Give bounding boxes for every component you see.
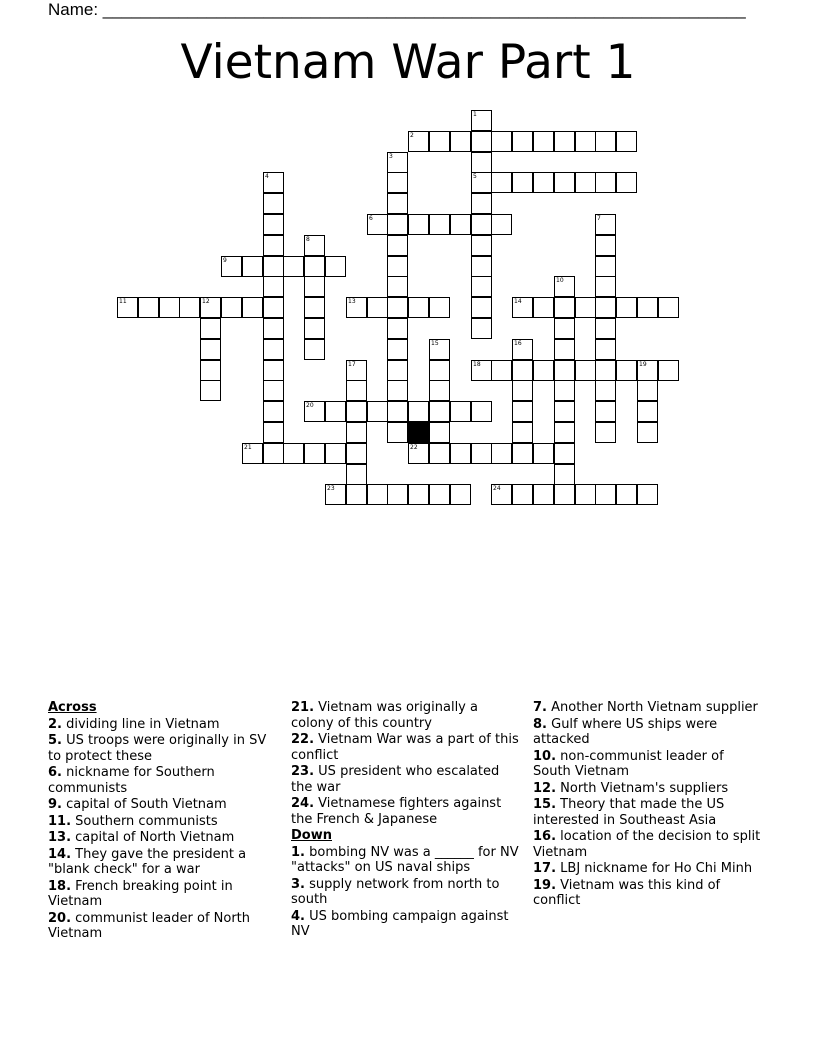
clue-number-label: 23 — [327, 485, 335, 492]
grid-cell[interactable] — [471, 297, 492, 318]
grid-cell[interactable] — [304, 276, 325, 297]
grid-cell[interactable] — [325, 401, 346, 422]
grid-cell[interactable] — [554, 276, 575, 297]
grid-cell[interactable] — [595, 380, 616, 401]
grid-cell[interactable] — [512, 360, 533, 381]
grid-block-cell — [408, 422, 429, 443]
grid-cell[interactable] — [387, 422, 408, 443]
grid-cell[interactable] — [346, 360, 367, 381]
grid-cell[interactable] — [408, 484, 429, 505]
grid-cell[interactable] — [658, 297, 679, 318]
grid-cell[interactable] — [429, 484, 450, 505]
grid-cell[interactable] — [367, 484, 388, 505]
grid-cell[interactable] — [491, 484, 512, 505]
clue-number-label: 12 — [202, 298, 210, 305]
grid-cell[interactable] — [263, 380, 284, 401]
clue-number-label: 16 — [514, 340, 522, 347]
grid-cell[interactable] — [471, 443, 492, 464]
clue-number: 6. — [48, 765, 62, 780]
clue-number-label: 15 — [431, 340, 439, 347]
grid-cell[interactable] — [387, 256, 408, 277]
grid-cell[interactable] — [595, 276, 616, 297]
grid-cell[interactable] — [429, 380, 450, 401]
grid-cell[interactable] — [512, 443, 533, 464]
clue-text: location of the decision to split Vietnam — [533, 829, 761, 860]
grid-cell[interactable] — [637, 484, 658, 505]
grid-cell[interactable] — [637, 380, 658, 401]
grid-cell[interactable] — [387, 172, 408, 193]
grid-cell[interactable] — [387, 484, 408, 505]
grid-cell[interactable] — [387, 318, 408, 339]
clue-item — [533, 749, 765, 780]
clue-number-label: 9 — [223, 257, 227, 264]
name-field-label: Name: ____________________________________________________________________ — [48, 0, 746, 19]
grid-cell[interactable] — [429, 131, 450, 152]
grid-cell[interactable] — [595, 422, 616, 443]
grid-cell[interactable] — [387, 235, 408, 256]
clue-text: Theory that made the US interested in Southeast Asia — [533, 797, 725, 828]
grid-cell[interactable] — [263, 172, 284, 193]
clue-number-label: 3 — [389, 153, 393, 160]
grid-cell[interactable] — [533, 360, 554, 381]
grid-cell[interactable] — [491, 214, 512, 235]
clue-item — [291, 764, 523, 795]
clue-number: 14. — [48, 846, 72, 862]
clue-column-2 — [291, 700, 523, 941]
clue-text: US troops were originally in SV to protect these — [48, 733, 267, 764]
grid-cell[interactable] — [429, 339, 450, 360]
clue-number-label: 8 — [306, 236, 310, 243]
grid-cell[interactable] — [575, 297, 596, 318]
grid-cell[interactable] — [304, 235, 325, 256]
clue-text: Vietnam was this kind of conflict — [533, 877, 721, 908]
grid-cell[interactable] — [429, 422, 450, 443]
grid-cell[interactable] — [429, 297, 450, 318]
grid-cell[interactable] — [471, 401, 492, 422]
clue-number: 5. — [48, 733, 62, 748]
clue-number-label: 10 — [556, 277, 564, 284]
grid-cell[interactable] — [616, 297, 637, 318]
clue-number: 11. — [48, 813, 72, 829]
grid-cell[interactable] — [595, 131, 616, 152]
clue-number: 1. — [291, 844, 305, 860]
grid-cell[interactable] — [554, 443, 575, 464]
grid-cell[interactable] — [408, 131, 429, 152]
clue-number-label: 21 — [244, 444, 252, 451]
clue-number-label: 4 — [265, 173, 269, 180]
grid-cell[interactable] — [263, 256, 284, 277]
grid-cell[interactable] — [346, 443, 367, 464]
grid-cell[interactable] — [200, 360, 221, 381]
grid-cell[interactable] — [408, 401, 429, 422]
clue-text: LBJ nickname for Ho Chi Minh — [556, 861, 753, 876]
grid-cell[interactable] — [179, 297, 200, 318]
grid-cell[interactable] — [575, 172, 596, 193]
clue-text: They gave the president a "blank check" for a war — [48, 846, 247, 877]
grid-cell[interactable] — [471, 193, 492, 214]
clue-item — [48, 814, 280, 830]
grid-cell[interactable] — [221, 256, 242, 277]
grid-cell[interactable] — [429, 443, 450, 464]
clue-number-label: 2 — [410, 132, 414, 139]
grid-cell[interactable] — [304, 443, 325, 464]
grid-cell[interactable] — [450, 443, 471, 464]
grid-cell[interactable] — [325, 484, 346, 505]
grid-cell[interactable] — [242, 297, 263, 318]
grid-cell[interactable] — [491, 443, 512, 464]
grid-cell[interactable] — [304, 256, 325, 277]
grid-cell[interactable] — [658, 360, 679, 381]
clue-item — [533, 717, 765, 748]
grid-cell[interactable] — [429, 401, 450, 422]
grid-cell[interactable] — [637, 401, 658, 422]
clue-item — [48, 830, 280, 846]
grid-cell[interactable] — [554, 380, 575, 401]
grid-cell[interactable] — [263, 360, 284, 381]
clue-number: 9. — [48, 797, 62, 812]
grid-cell[interactable] — [471, 360, 492, 381]
clue-text: nickname for Southern communists — [48, 765, 215, 796]
clue-number: 17. — [533, 861, 557, 876]
grid-cell[interactable] — [200, 318, 221, 339]
clue-number-label: 17 — [348, 361, 356, 368]
clue-text: US president who escalated the war — [291, 764, 500, 795]
grid-cell[interactable] — [471, 318, 492, 339]
grid-cell[interactable] — [471, 110, 492, 131]
grid-cell[interactable] — [387, 297, 408, 318]
clue-text: communist leader of North Vietnam — [48, 910, 251, 941]
clue-text: capital of South Vietnam — [61, 797, 227, 812]
grid-cell[interactable] — [471, 131, 492, 152]
grid-cell[interactable] — [554, 401, 575, 422]
grid-cell[interactable] — [512, 297, 533, 318]
grid-cell[interactable] — [512, 380, 533, 401]
grid-cell[interactable] — [554, 484, 575, 505]
grid-cell[interactable] — [304, 401, 325, 422]
grid-cell[interactable] — [367, 297, 388, 318]
clue-number-label: 5 — [473, 173, 477, 180]
grid-cell[interactable] — [595, 339, 616, 360]
grid-cell[interactable] — [595, 401, 616, 422]
grid-cell[interactable] — [263, 193, 284, 214]
grid-cell[interactable] — [595, 235, 616, 256]
clue-number: 15. — [533, 797, 557, 812]
clue-number-label: 18 — [473, 361, 481, 368]
grid-cell[interactable] — [346, 464, 367, 485]
grid-cell[interactable] — [429, 360, 450, 381]
clue-item — [533, 700, 765, 716]
grid-cell[interactable] — [554, 172, 575, 193]
clue-number-label: 13 — [348, 298, 356, 305]
grid-cell[interactable] — [595, 297, 616, 318]
grid-cell[interactable] — [387, 380, 408, 401]
clue-number: 21. — [291, 700, 315, 715]
grid-cell[interactable] — [512, 484, 533, 505]
grid-cell[interactable] — [616, 131, 637, 152]
grid-cell[interactable] — [325, 256, 346, 277]
clue-text: US bombing campaign against NV — [291, 908, 509, 939]
grid-cell[interactable] — [595, 318, 616, 339]
grid-cell[interactable] — [263, 318, 284, 339]
grid-cell[interactable] — [159, 297, 180, 318]
grid-cell[interactable] — [367, 401, 388, 422]
clue-text: non-communist leader of South Vietnam — [533, 748, 724, 779]
grid-cell[interactable] — [616, 484, 637, 505]
grid-cell[interactable] — [346, 401, 367, 422]
grid-cell[interactable] — [575, 131, 596, 152]
grid-cell[interactable] — [263, 339, 284, 360]
clue-number-label: 11 — [119, 298, 127, 305]
clue-item — [533, 861, 765, 877]
clue-number-label: 24 — [493, 485, 501, 492]
grid-cell[interactable] — [263, 297, 284, 318]
grid-cell[interactable] — [471, 172, 492, 193]
clue-number-label: 22 — [410, 444, 418, 451]
grid-cell[interactable] — [346, 484, 367, 505]
grid-cell[interactable] — [387, 193, 408, 214]
clue-column-1 — [48, 700, 280, 943]
grid-cell[interactable] — [346, 422, 367, 443]
clue-item — [291, 700, 523, 731]
grid-cell[interactable] — [242, 443, 263, 464]
grid-cell[interactable] — [595, 256, 616, 277]
clue-text: North Vietnam's suppliers — [556, 780, 729, 796]
grid-cell[interactable] — [554, 464, 575, 485]
clue-number: 24. — [291, 796, 315, 811]
clue-item — [48, 911, 280, 942]
grid-cell[interactable] — [387, 276, 408, 297]
clue-number: 3. — [291, 876, 305, 892]
grid-cell[interactable] — [533, 297, 554, 318]
grid-cell[interactable] — [408, 214, 429, 235]
grid-cell[interactable] — [387, 360, 408, 381]
grid-cell[interactable] — [512, 422, 533, 443]
grid-cell[interactable] — [554, 131, 575, 152]
clue-item — [533, 797, 765, 828]
clue-item — [533, 829, 765, 860]
grid-cell[interactable] — [429, 214, 450, 235]
clue-item — [291, 845, 523, 876]
grid-cell[interactable] — [263, 401, 284, 422]
crossword-grid — [0, 0, 816, 520]
grid-cell[interactable] — [450, 131, 471, 152]
down-heading: Down — [291, 828, 332, 843]
clue-number-label: 20 — [306, 402, 314, 409]
grid-cell[interactable] — [283, 443, 304, 464]
clue-number: 10. — [533, 748, 557, 764]
grid-cell[interactable] — [491, 360, 512, 381]
grid-cell[interactable] — [263, 443, 284, 464]
grid-cell[interactable] — [595, 172, 616, 193]
grid-cell[interactable] — [242, 256, 263, 277]
grid-cell[interactable] — [491, 172, 512, 193]
grid-cell[interactable] — [471, 235, 492, 256]
clue-text: Southern communists — [71, 813, 218, 829]
grid-cell[interactable] — [283, 256, 304, 277]
clue-item — [48, 717, 280, 733]
grid-cell[interactable] — [408, 443, 429, 464]
grid-cell[interactable] — [637, 422, 658, 443]
clue-item — [533, 878, 765, 909]
grid-cell[interactable] — [533, 131, 554, 152]
clue-number: 22. — [291, 732, 315, 747]
grid-cell[interactable] — [575, 360, 596, 381]
clue-text: supply network from north to south — [291, 876, 500, 907]
grid-cell[interactable] — [471, 256, 492, 277]
clue-text: dividing line in Vietnam — [61, 716, 220, 732]
grid-cell[interactable] — [325, 443, 346, 464]
clue-number: 4. — [291, 908, 305, 924]
clue-number-label: 7 — [597, 215, 601, 222]
grid-cell[interactable] — [346, 297, 367, 318]
clue-text: Vietnamese fighters against the French & Japanese — [291, 796, 502, 827]
across-heading: Across — [48, 700, 97, 715]
grid-cell[interactable] — [471, 152, 492, 173]
clue-number-label: 6 — [369, 215, 373, 222]
clue-number: 16. — [533, 829, 557, 844]
clue-number: 8. — [533, 716, 547, 732]
clue-number: 13. — [48, 830, 72, 845]
clue-number-label: 14 — [514, 298, 522, 305]
clue-number: 20. — [48, 910, 72, 926]
grid-cell[interactable] — [575, 484, 596, 505]
clue-item — [533, 781, 765, 797]
grid-cell[interactable] — [512, 172, 533, 193]
grid-cell[interactable] — [200, 297, 221, 318]
clue-text: bombing NV was a ______ for NV "attacks" on US naval ships — [291, 844, 519, 875]
grid-cell[interactable] — [554, 339, 575, 360]
grid-cell[interactable] — [533, 484, 554, 505]
grid-cell[interactable] — [450, 401, 471, 422]
grid-cell[interactable] — [367, 214, 388, 235]
clue-item — [48, 879, 280, 910]
clue-item — [291, 732, 523, 763]
clue-text: Vietnam War was a part of this conflict — [291, 732, 519, 763]
grid-cell[interactable] — [263, 235, 284, 256]
grid-cell[interactable] — [221, 297, 242, 318]
grid-cell[interactable] — [533, 443, 554, 464]
clue-item — [48, 797, 280, 813]
clue-text: Another North Vietnam supplier — [546, 700, 758, 715]
grid-cell[interactable] — [554, 360, 575, 381]
grid-cell[interactable] — [304, 318, 325, 339]
clue-text: French breaking point in Vietnam — [48, 878, 233, 909]
clue-item — [48, 733, 280, 764]
clue-number: 2. — [48, 716, 62, 732]
clue-item — [48, 847, 280, 878]
grid-cell[interactable] — [263, 276, 284, 297]
grid-cell[interactable] — [263, 422, 284, 443]
grid-cell[interactable] — [304, 297, 325, 318]
clue-number: 7. — [533, 700, 547, 715]
grid-cell[interactable] — [616, 360, 637, 381]
clue-item — [291, 909, 523, 940]
clue-text: capital of North Vietnam — [71, 830, 235, 845]
grid-cell[interactable] — [595, 484, 616, 505]
grid-cell[interactable] — [512, 401, 533, 422]
grid-cell[interactable] — [637, 297, 658, 318]
grid-cell[interactable] — [387, 401, 408, 422]
clue-column-3 — [533, 700, 765, 910]
grid-cell[interactable] — [138, 297, 159, 318]
grid-cell[interactable] — [346, 380, 367, 401]
grid-cell[interactable] — [512, 339, 533, 360]
grid-cell[interactable] — [200, 339, 221, 360]
grid-cell[interactable] — [387, 152, 408, 173]
grid-cell[interactable] — [304, 339, 325, 360]
clue-item — [291, 796, 523, 827]
grid-cell[interactable] — [554, 318, 575, 339]
clue-number: 23. — [291, 764, 315, 779]
page-title: Vietnam War Part 1 — [180, 35, 636, 90]
grid-cell[interactable] — [450, 484, 471, 505]
grid-cell[interactable] — [387, 214, 408, 235]
clue-text: Vietnam was originally a colony of this country — [291, 700, 478, 731]
grid-cell[interactable] — [554, 422, 575, 443]
grid-cell[interactable] — [512, 131, 533, 152]
grid-cell[interactable] — [471, 214, 492, 235]
grid-cell[interactable] — [387, 339, 408, 360]
grid-cell[interactable] — [200, 380, 221, 401]
clue-number: 19. — [533, 877, 557, 893]
clue-number: 12. — [533, 780, 557, 796]
grid-cell[interactable] — [263, 214, 284, 235]
grid-cell[interactable] — [595, 360, 616, 381]
clue-number-label: 19 — [639, 361, 647, 368]
grid-cell[interactable] — [554, 297, 575, 318]
grid-cell[interactable] — [450, 214, 471, 235]
grid-cell[interactable] — [595, 214, 616, 235]
grid-cell[interactable] — [533, 172, 554, 193]
grid-cell[interactable] — [637, 360, 658, 381]
grid-cell[interactable] — [408, 297, 429, 318]
grid-cell[interactable] — [471, 276, 492, 297]
grid-cell[interactable] — [491, 131, 512, 152]
clue-text: Gulf where US ships were attacked — [533, 716, 718, 747]
grid-cell[interactable] — [117, 297, 138, 318]
grid-cell[interactable] — [616, 172, 637, 193]
clue-item — [291, 877, 523, 908]
clue-number: 18. — [48, 878, 72, 894]
clue-item — [48, 765, 280, 796]
clue-number-label: 1 — [473, 111, 477, 118]
